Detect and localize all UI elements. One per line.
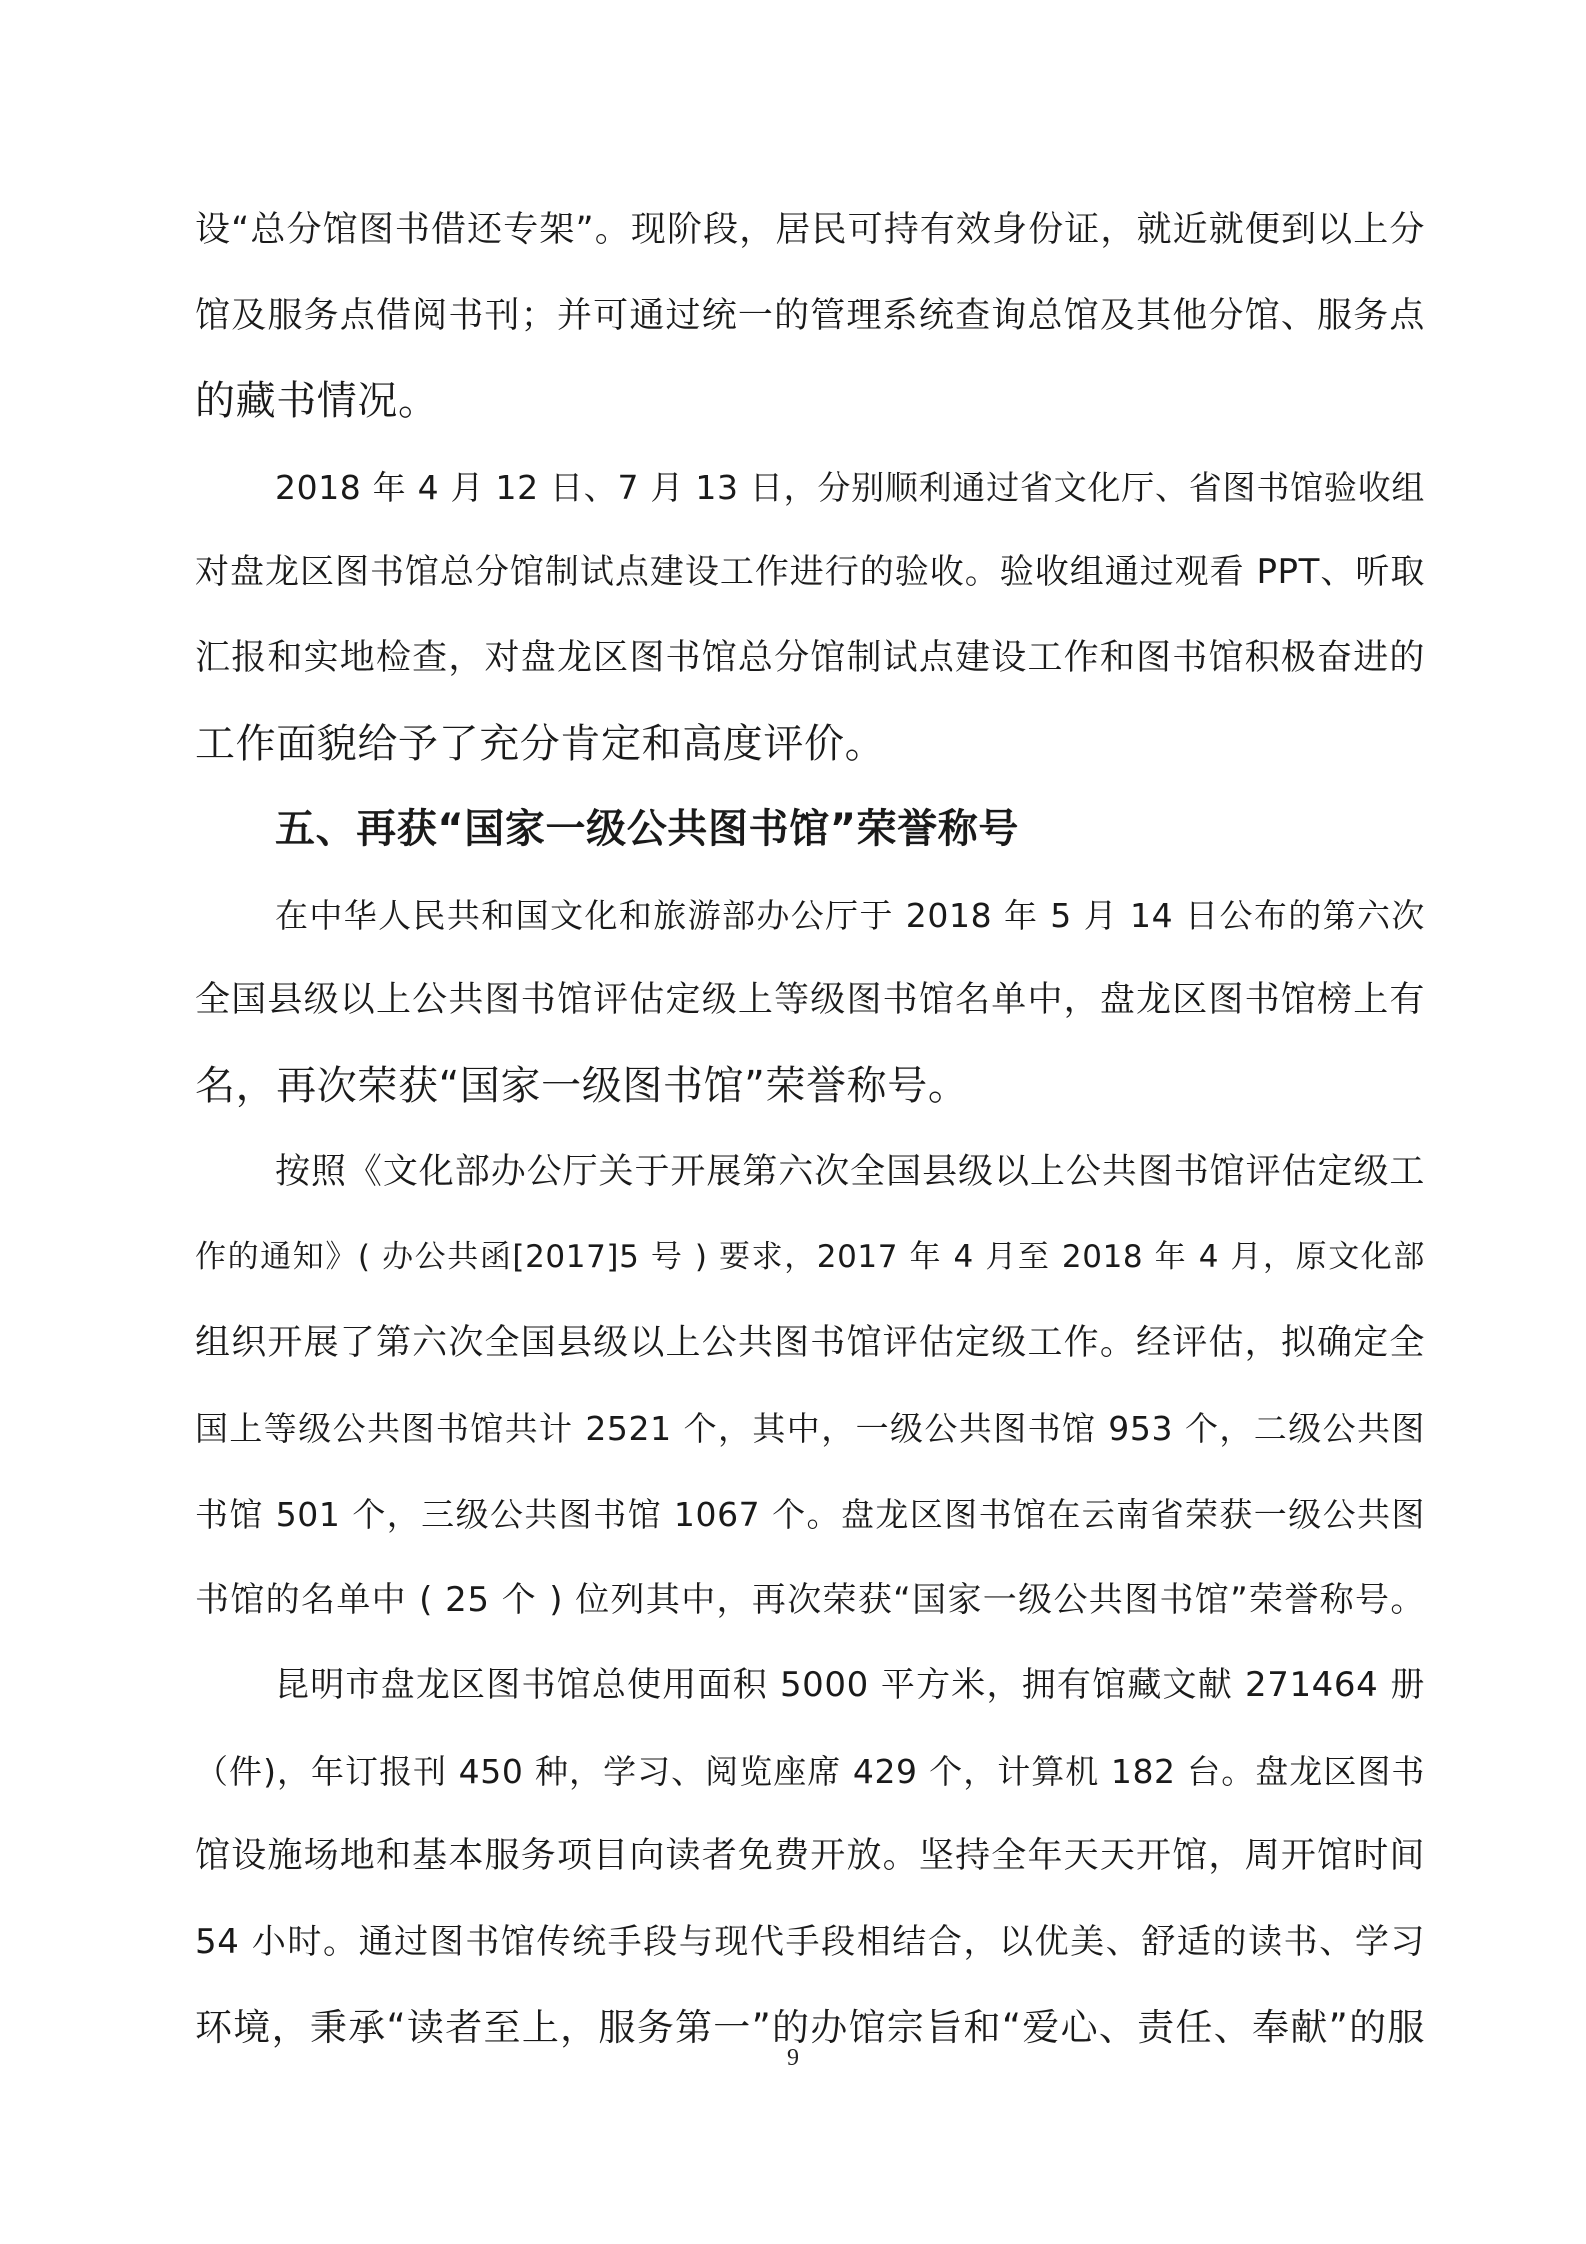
text-line: 的藏书情况。 xyxy=(195,378,439,425)
text-line: 对盘龙区图书馆总分馆制试点建设工作进行的验收。验收组通过观看 PPT、听取 xyxy=(195,552,1425,593)
text-line: 书馆的名单中 ( 25 个 ) 位列其中，再次荣获“国家一级公共图书馆”荣誉称号。 xyxy=(195,1579,1425,1620)
text-line: 在中华人民共和国文化和旅游部办公厅于 2018 年 5 月 14 日公布的第六次 xyxy=(275,895,1425,935)
text-line: 昆明市盘龙区图书馆总使用面积 5000 平方米，拥有馆藏文献 271464 册 xyxy=(275,1665,1425,1706)
text-line: 全国县级以上公共图书馆评估定级上等级图书馆名单中，盘龙区图书馆榜上有 xyxy=(195,980,1425,1021)
text-line: 汇报和实地检查，对盘龙区图书馆总分馆制试点建设工作和图书馆积极奋进的 xyxy=(195,637,1425,678)
text-line: 工作面貌给予了充分肯定和高度评价。 xyxy=(195,720,886,767)
text-line: 54 小时。通过图书馆传统手段与现代手段相结合，以优美、舒适的读书、学习 xyxy=(195,1921,1425,1962)
text-line: 名，再次荣获“国家一级图书馆”荣誉称号。 xyxy=(195,1062,969,1109)
text-line: 环境，秉承“读者至上，服务第一”的办馆宗旨和“爱心、责任、奉献”的服 xyxy=(195,2006,1425,2050)
body-text xyxy=(195,188,1425,2071)
text-line: 设“总分馆图书借还专架”。现阶段，居民可持有效身份证，就近就便到以上分 xyxy=(195,210,1425,250)
text-line: 组织开展了第六次全国县级以上公共图书馆评估定级工作。经评估，拟确定全 xyxy=(195,1322,1425,1363)
text-line: 国上等级公共图书馆共计 2521 个，其中，一级公共图书馆 953 个，二级公共图 xyxy=(195,1409,1425,1449)
text-line: 馆设施场地和基本服务项目向读者免费开放。坚持全年天天开馆，周开馆时间 xyxy=(195,1836,1425,1877)
text-line: 书馆 501 个，三级公共图书馆 1067 个。盘龙区图书馆在云南省荣获一级公共图 xyxy=(195,1494,1425,1534)
text-line: 馆及服务点借阅书刊；并可通过统一的管理系统查询总馆及其他分馆、服务点 xyxy=(195,295,1425,336)
page-number: 9 xyxy=(787,2045,799,2071)
text-line: 按照《文化部办公厅关于开展第六次全国县级以上公共图书馆评估定级工 xyxy=(275,1151,1425,1192)
text-line: （件)，年订报刊 450 种，学习、阅览座席 429 个，计算机 182 台。盘龙区图书 xyxy=(195,1751,1425,1791)
text-line: 作的通知》( 办公共函[2017]5 号 ) 要求，2017 年 4 月至 2018 年 4 月，原文化部 xyxy=(195,1239,1425,1276)
section-heading: 五、再获“国家一级公共图书馆”荣誉称号 xyxy=(275,806,1019,853)
text-line: 2018 年 4 月 12 日、7 月 13 日，分别顺利通过省文化厅、省图书馆验收组 xyxy=(275,467,1425,507)
